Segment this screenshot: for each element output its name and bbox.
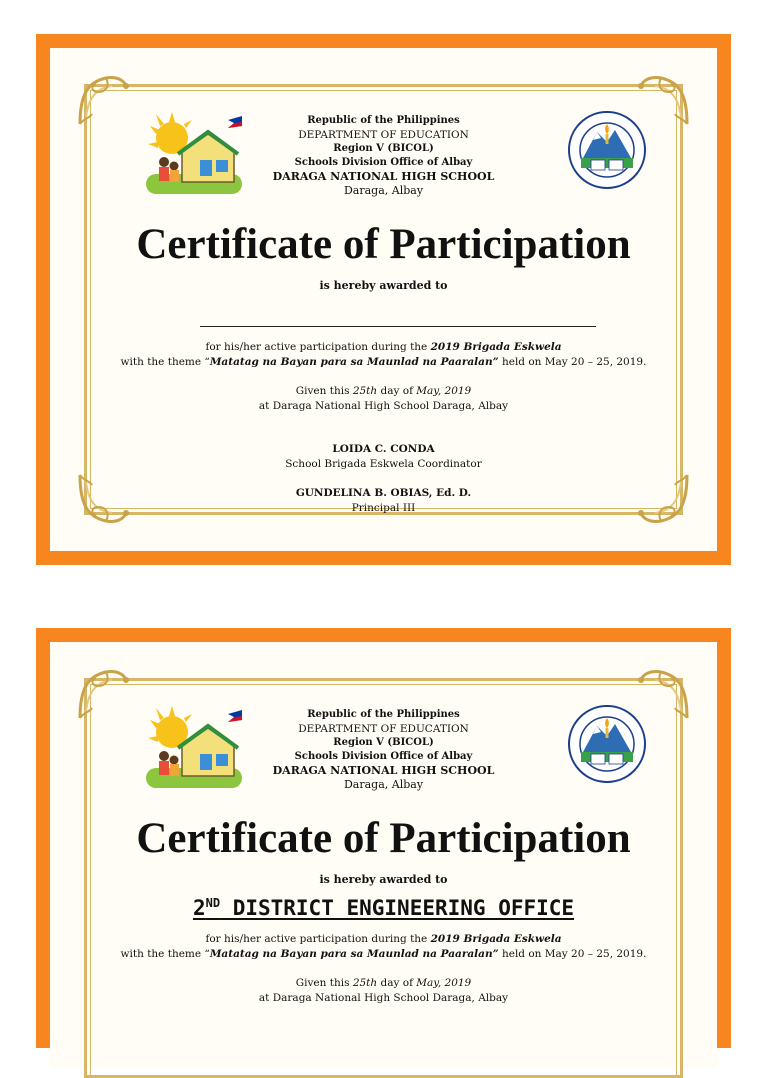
recipient-ordinal-suffix: ND [205, 896, 221, 910]
signatory-title: School Brigada Eskwela Coordinator [285, 458, 482, 470]
given-place: at Daraga National High School Daraga, Albay [258, 992, 509, 1004]
participation-line1: for his/her active participation during the [205, 933, 431, 945]
signatory-name: GUNDELINA B. OBIAS, Ed. D. [295, 487, 472, 499]
event-name: 2019 Brigada Eskwela [430, 341, 562, 353]
given-mid: day of [377, 977, 417, 989]
recipient-blank-line [200, 326, 596, 327]
given-mid: day of [377, 385, 417, 397]
header-school: DARAGA NATIONAL HIGH SCHOOL [272, 170, 495, 183]
event-dates: held on May 20 – 25, 2019. [498, 948, 647, 960]
recipient-ordinal: 2 [192, 896, 206, 920]
signatory-principal [50, 486, 717, 516]
header-region: Region V (BICOL) [333, 737, 434, 748]
header-division: Schools Division Office of Albay [294, 157, 473, 168]
header-region: Region V (BICOL) [333, 143, 434, 154]
given-day: 25th [352, 385, 378, 397]
certificate-title: Certificate of Participation [136, 815, 631, 862]
awarded-to-text: is hereby awarded to [319, 279, 448, 292]
theme-prefix: with the theme “ [120, 948, 210, 960]
header-department: DEPARTMENT OF EDUCATION [298, 129, 469, 141]
letterhead [50, 708, 717, 792]
header-republic: Republic of the Philippines [307, 115, 460, 126]
given-prefix: Given this [295, 385, 353, 397]
certificate-2 [36, 628, 731, 1048]
certificate-paper [50, 48, 717, 551]
given-day: 25th [352, 977, 378, 989]
header-address: Daraga, Albay [343, 778, 424, 791]
theme-text: Matatag na Bayan para sa Maunlad na Paaralan” [209, 356, 499, 368]
awarded-to-text: is hereby awarded to [319, 873, 448, 886]
recipient-office: DISTRICT ENGINEERING OFFICE [220, 896, 575, 920]
given-text [50, 976, 717, 1006]
certificate-title: Certificate of Participation [136, 221, 631, 268]
participation-line1: for his/her active participation during the [205, 341, 431, 353]
given-prefix: Given this [295, 977, 353, 989]
header-department: DEPARTMENT OF EDUCATION [298, 723, 469, 735]
header-republic: Republic of the Philippines [307, 709, 460, 720]
theme-prefix: with the theme “ [120, 356, 210, 368]
recipient-name [50, 896, 717, 920]
letterhead [50, 114, 717, 198]
theme-text: Matatag na Bayan para sa Maunlad na Paaralan” [209, 948, 499, 960]
certificate-1 [36, 34, 731, 565]
header-division: Schools Division Office of Albay [294, 751, 473, 762]
signatory-coordinator [50, 442, 717, 472]
header-school: DARAGA NATIONAL HIGH SCHOOL [272, 764, 495, 777]
given-text [50, 384, 717, 414]
certificate-paper [50, 642, 717, 1068]
given-place: at Daraga National High School Daraga, Albay [258, 400, 509, 412]
signatory-title: Principal III [351, 502, 416, 514]
event-dates: held on May 20 – 25, 2019. [498, 356, 647, 368]
given-month: May, 2019 [416, 385, 472, 397]
participation-text [50, 932, 717, 962]
participation-text [50, 340, 717, 370]
header-address: Daraga, Albay [343, 184, 424, 197]
given-month: May, 2019 [416, 977, 472, 989]
event-name: 2019 Brigada Eskwela [430, 933, 562, 945]
signatory-name: LOIDA C. CONDA [332, 443, 435, 455]
